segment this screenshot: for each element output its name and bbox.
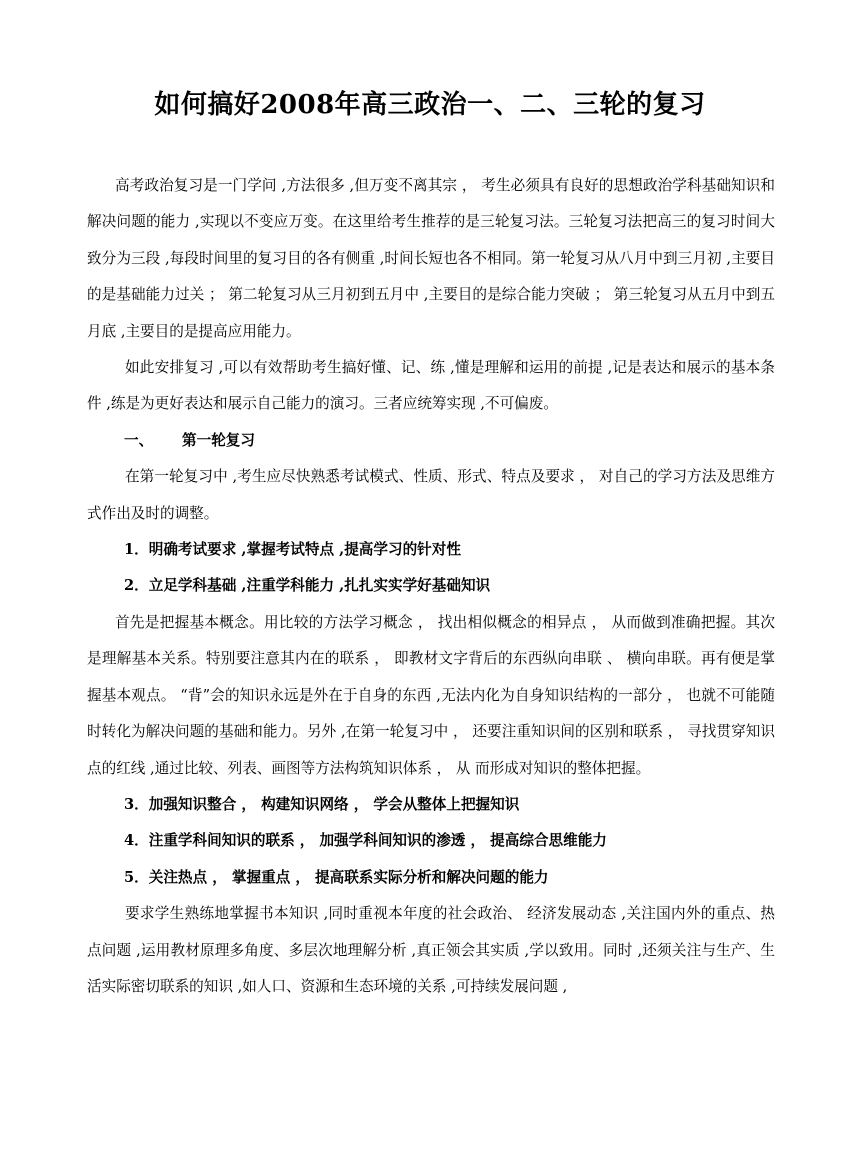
document-body — [87, 168, 775, 1005]
document-title: 如何搞好2008年高三政治一、二、三轮的复习 — [154, 90, 706, 120]
item-heading-3: 3．加强知识整合 ， 构建知识网络 ， 学会从整体上把握知识 — [124, 795, 520, 813]
section-intro-paragraph: 在第一轮复习中 ,考生应尽快熟悉考试模式、性质、形式、特点及要求 ， 对自己的学习方法及思维方式作出及时的调整。 — [87, 468, 775, 522]
section-title: 第一轮复习 — [182, 431, 255, 449]
item-heading-2: 2．立足学科基础 ,注重学科能力 ,扎扎实实学好基础知识 — [124, 577, 491, 595]
item-5-paragraph: 要求学生熟练地掌握书本知识 ,同时重视本年度的社会政治、 经济发展动态 ,关注国内外的重点、热点问题 ,运用教材原理多角度、多层次地理解分析 ,真正领会其实质 ,学以致用。同时 ,还须关注与生产、生活实际密切联系的知识 ,如人口、资源和生态环境的关系 ,可持续发展问题 , — [87, 905, 775, 995]
item-heading-5: 5．关注热点 ， 掌握重点 ， 提高联系实际分析和解决问题的能力 — [124, 868, 549, 886]
arrangement-paragraph: 如此安排复习 ,可以有效帮助考生搞好懂、记、练 ,懂是理解和运用的前提 ,记是表达和展示的基本条件 ,练是为更好表达和展示自己能力的演习。三者应统筹实现 ,不可偏废。 — [87, 359, 775, 413]
item-heading-4: 4．注重学科间知识的联系 ， 加强学科间知识的渗透 ， 提高综合思维能力 — [124, 832, 607, 850]
section-heading — [87, 423, 775, 459]
item-heading-1: 1．明确考试要求 ,掌握考试特点 ,提高学习的针对性 — [124, 541, 461, 559]
item-2-paragraph: 首先是把握基本概念。用比较的方法学习概念 ， 找出相似概念的相异点 ， 从而做到准确把握。其次是理解基本关系。特别要注意其内在的联系 ， 即教材文字背后的东西纵向串联 、 横向串联。再有便是掌握基本观点。 “背”会的知识永远是外在于自身的东西 ,无法内化为自身知识结构的一部分 ， 也就不可能随时转化为解决问题的基础和能力。另外 ,在第一轮复习中 ， 还要注重知识间的区别和联系 ， 寻找贯穿知识点的红线 ,通过比较、列表、画图等方法构筑知识体系 ， 从 而形成对知识的整体把握。 — [87, 613, 775, 777]
section-number: 一、 — [124, 431, 154, 449]
intro-paragraph: 高考政治复习是一门学问 ,方法很多 ,但万变不离其宗 ， 考生必须具有良好的思想政治学科基础知识和解决问题的能力 ,实现以不变应万变。在这里给考生推荐的是三轮复习法。三轮复习法把高三的复习时间大致分为三段 ,每段时间里的复习目的各有侧重 ,时间长短也各不相同。第一轮复习从八月中到三月初 ,主要目的是基础能力过关 ； 第二轮复习从三月初到五月中 ,主要目的是综合能力突破 ； 第三轮复习从五月中到五月底 ,主要目的是提高应用能力。 — [87, 177, 775, 340]
